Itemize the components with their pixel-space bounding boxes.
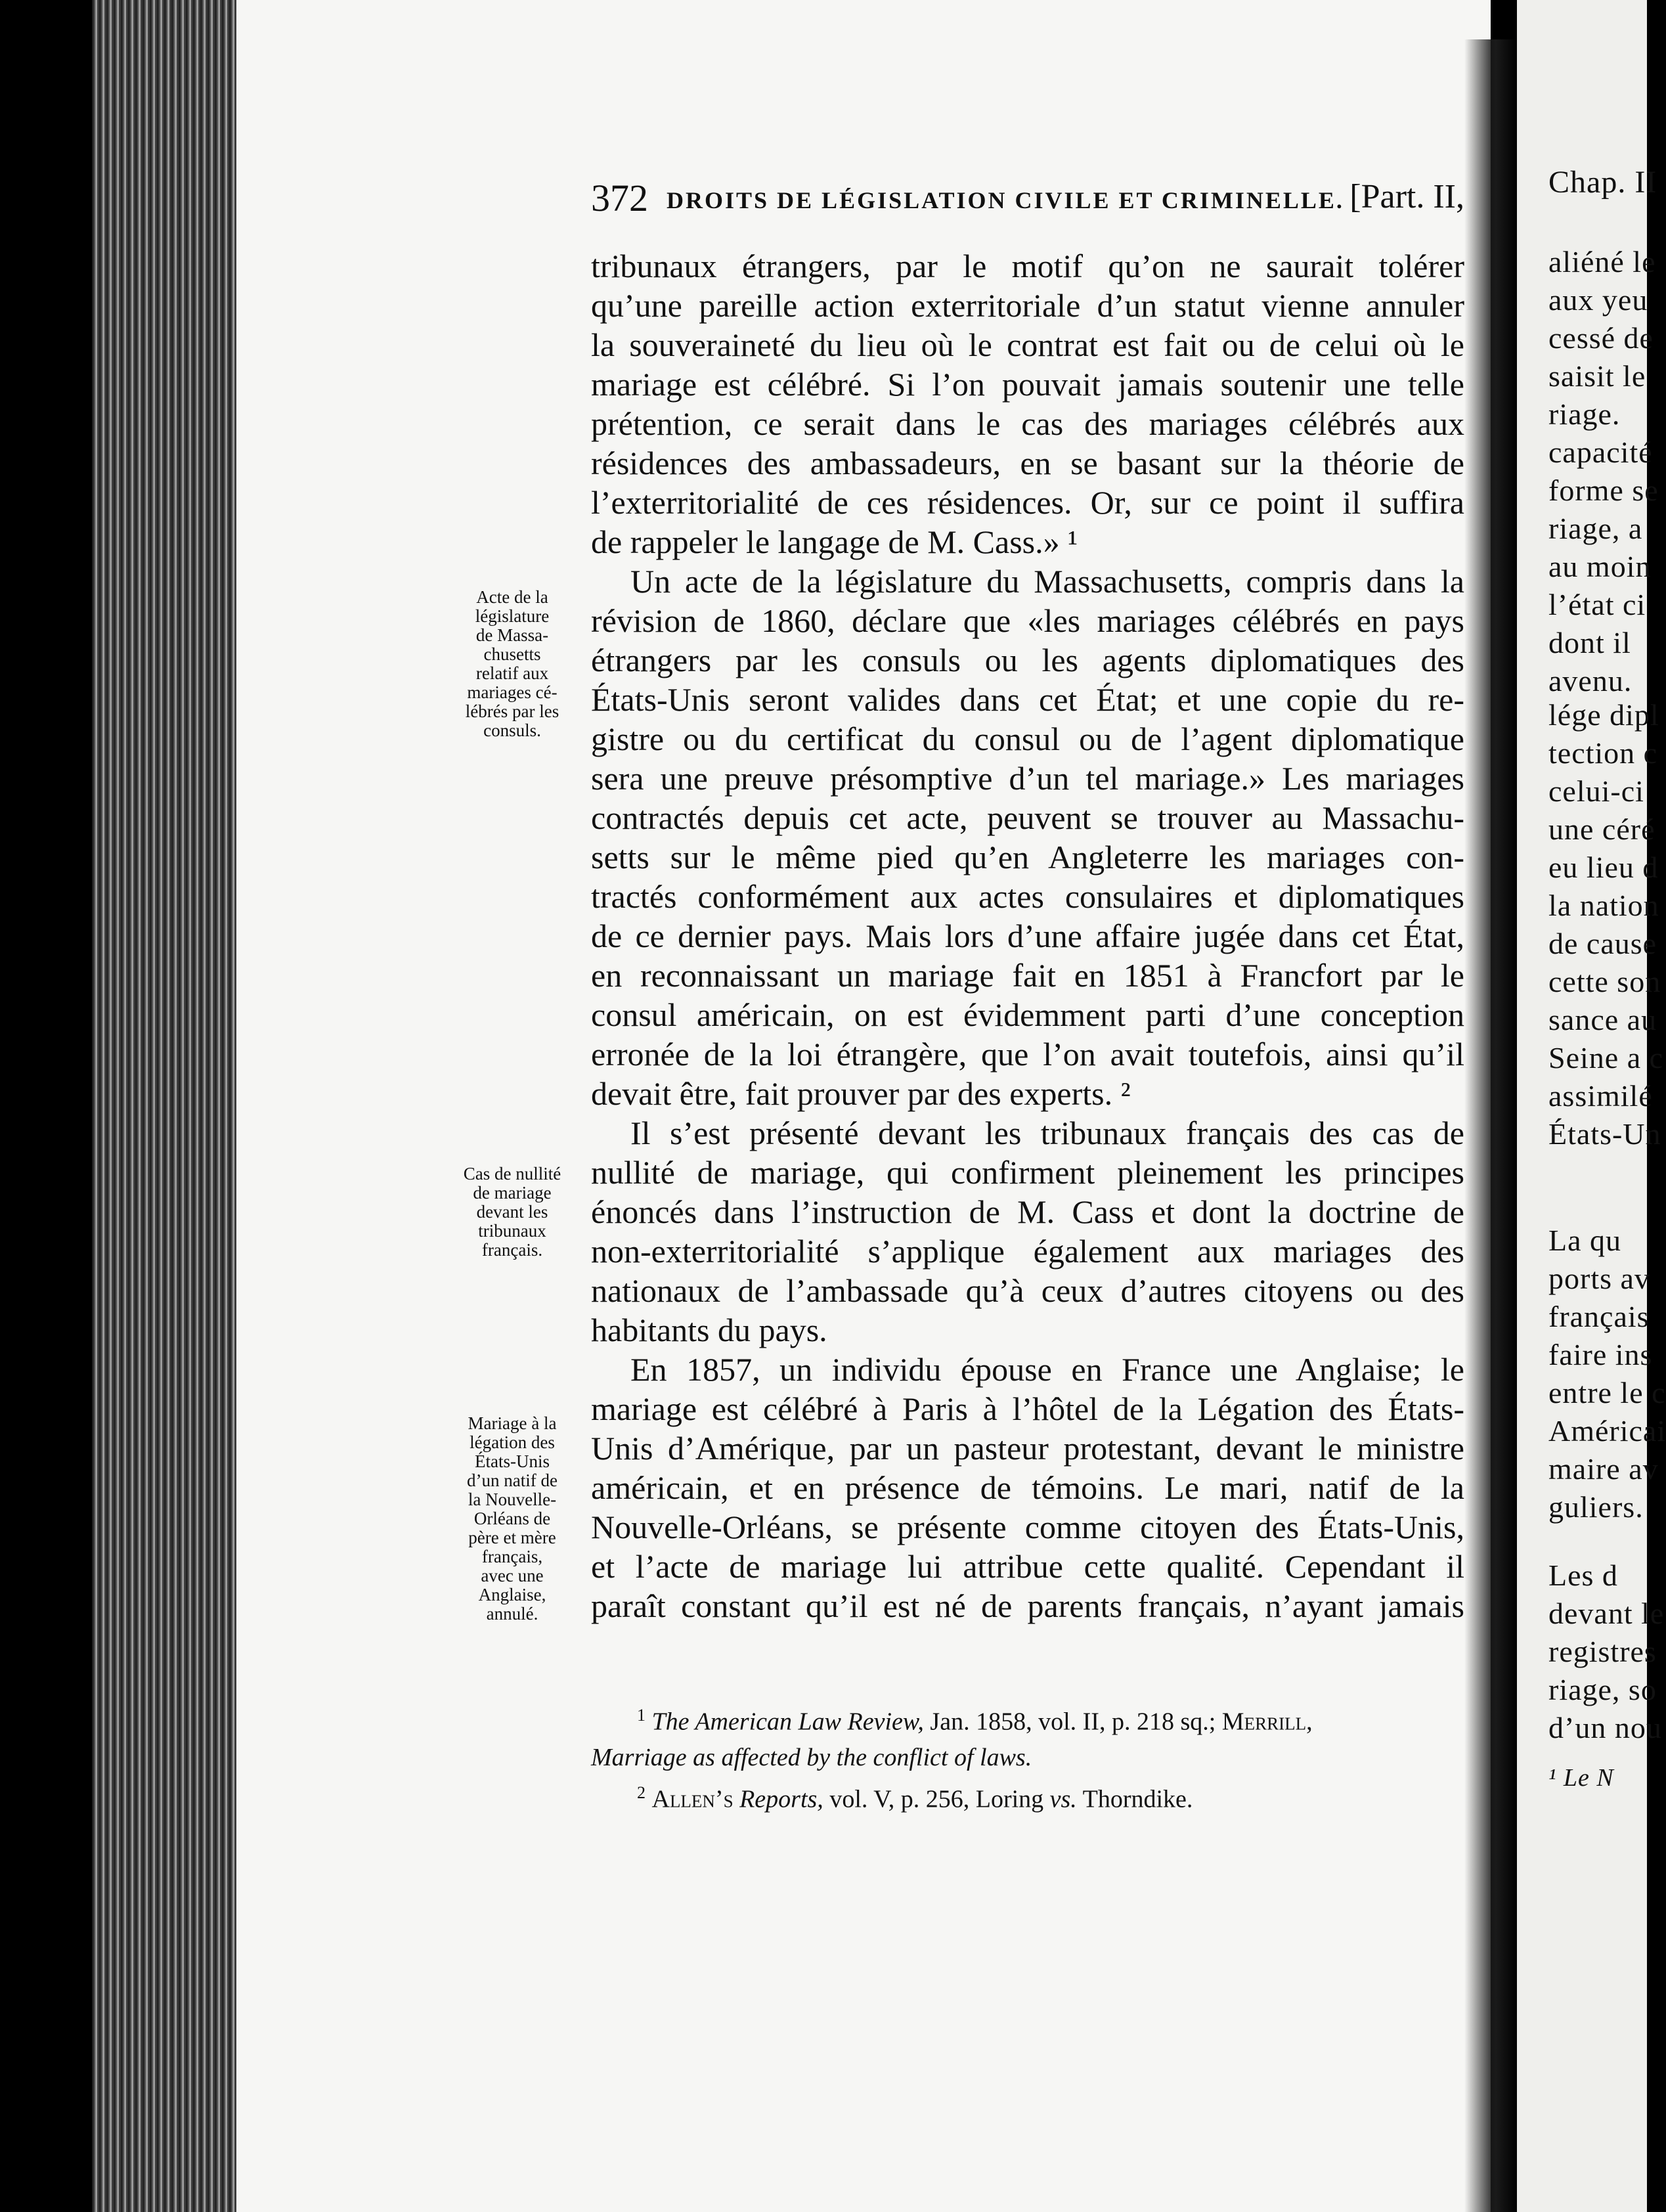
running-header [591, 176, 1464, 222]
margin-note-line: relatif aux [475, 663, 549, 683]
margin-note-line: de Massa- [475, 625, 549, 645]
facing-page-line: dont il [1548, 626, 1631, 659]
facing-page-line: de cause [1548, 927, 1657, 960]
margin-note-line: Cas de nullité [463, 1164, 561, 1183]
facing-page-line: guliers. [1548, 1490, 1644, 1524]
facing-page-line: assimilé [1548, 1079, 1653, 1113]
footnote-number: 1 [637, 1706, 646, 1725]
text-line: Nouvelle-Orléans, se présente comme citoyen des États-Unis, [591, 1509, 1464, 1545]
facing-page-line: ports av [1548, 1262, 1650, 1295]
facing-page-line: États-Un [1548, 1117, 1661, 1151]
text-line: consul américain, on est évidemment parti d’une conception [591, 996, 1464, 1033]
facing-page-line: riage, so [1548, 1673, 1657, 1706]
margin-note-line: lébrés par les [465, 701, 559, 721]
paragraph-start: Un acte de la législature du Massachusetts, compris dans la [630, 563, 1464, 600]
margin-note-line: Anglaise, [478, 1585, 546, 1604]
margin-note-line: Acte de la [476, 587, 548, 607]
margin-note-line: devant les [476, 1202, 548, 1222]
text-line: l’exterritorialité de ces résidences. Or, sur ce point il suffira [591, 484, 1464, 521]
facing-page-line: maire av [1548, 1452, 1659, 1486]
text-line: tribunaux étrangers, par le motif qu’on ne saurait tolérer [591, 248, 1464, 284]
facing-page-header: Chap. II [1548, 165, 1657, 200]
facing-page-line: d’un nou [1548, 1711, 1662, 1744]
facing-page-line: l’état ci [1548, 588, 1646, 621]
margin-note-line: de mariage [473, 1183, 552, 1203]
footnote-1-continued [591, 1740, 1464, 1775]
footnote-citation: Jan. 1858, vol. II, p. 218 sq.; [923, 1708, 1222, 1736]
text-line: américain, et en présence de témoins. Le mari, natif de la [591, 1469, 1464, 1506]
margin-note-line: la Nouvelle- [468, 1490, 557, 1509]
footnote-author: Merrill, [1221, 1708, 1313, 1736]
margin-note-line: annulé. [486, 1604, 538, 1624]
text-line: sera une preuve présomptive d’un tel mariage.» Les mariages [591, 760, 1464, 797]
paragraph-start: Il s’est présenté devant les tribunaux français des cas de [630, 1115, 1464, 1151]
text-line: Unis d’Amérique, par un pasteur protestant, devant le ministre [591, 1430, 1464, 1467]
text-line: erronée de la loi étrangère, que l’on avait toutefois, ainsi qu’il [591, 1036, 1464, 1073]
text-line: devait être, fait prouver par des experts. ² [591, 1075, 1131, 1112]
text-line: non-exterritorialité s’applique également aux mariages des [591, 1233, 1464, 1270]
facing-page-line: riage, a [1548, 512, 1643, 545]
facing-page-line: une céré [1548, 812, 1655, 846]
facing-page-line: cette son [1548, 965, 1661, 998]
margin-note-line: législature [475, 606, 550, 626]
margin-note-line: mariages cé- [467, 682, 558, 702]
running-title: DROITS DE LÉGISLATION CIVILE ET CRIMINELLE. [667, 187, 1344, 213]
text-line: États-Unis seront valides dans cet État; et une copie du re- [591, 681, 1464, 718]
facing-page-line: sance au [1548, 1003, 1657, 1036]
margin-note-line: légation des [470, 1432, 555, 1452]
text-line: révision de 1860, déclare que «les mariages célébrés en pays [591, 602, 1464, 639]
facing-page-line: La qu [1548, 1224, 1622, 1257]
facing-page-line: aliéné le [1548, 245, 1656, 278]
text-line: paraît constant qu’il est né de parents français, n’ayant jamais [591, 1587, 1464, 1624]
text-line: nullité de mariage, qui confirment pleinement les principes [591, 1154, 1464, 1191]
margin-note-line: Mariage à la [468, 1413, 557, 1433]
facing-page-line: capacité [1548, 435, 1653, 469]
footnote-journal: The American Law Review, [651, 1708, 924, 1736]
part-label: [Part. II, [1349, 178, 1464, 215]
margin-note-line: consuls. [483, 720, 541, 740]
footnote-book-title: Marriage as affected by the conflict of laws. [591, 1743, 1032, 1771]
margin-note-nullity-cases [440, 1164, 584, 1260]
book-gutter [1464, 39, 1517, 2212]
margin-note-line: tribunaux [478, 1221, 546, 1241]
text-line: qu’une pareille action exterritoriale d’un statut vienne annuler [591, 287, 1464, 324]
margin-note-line: d’un natif de [467, 1471, 558, 1490]
facing-page-line: forme se [1548, 474, 1659, 507]
margin-note-line: chusetts [483, 644, 541, 664]
text-line: énoncés dans l’instruction de M. Cass et dont la doctrine de [591, 1193, 1464, 1230]
footnotes [591, 1698, 1464, 1817]
text-line: tractés conformément aux actes consulaires et diplomatiques [591, 878, 1464, 915]
facing-page-line: eu lieu d [1548, 851, 1659, 884]
facing-page-line: avenu. [1548, 664, 1633, 697]
text-line: gistre ou du certificat du consul ou de l’agent diplomatique [591, 720, 1464, 757]
margin-note-line: français, [481, 1547, 543, 1566]
facing-page-line: la nation [1548, 889, 1659, 922]
text-line: et l’acte de mariage lui attribue cette qualité. Cependant il [591, 1548, 1464, 1585]
facing-page [1517, 0, 1666, 2212]
facing-page-line: devant le [1548, 1597, 1665, 1630]
text-line: nationaux de l’ambassade qu’à ceux d’autres citoyens ou des [591, 1272, 1464, 1309]
margin-note-legation-marriage [440, 1414, 584, 1624]
book-page-edges [92, 0, 250, 2212]
text-line: mariage est célébré. Si l’on pouvait jamais soutenir une telle [591, 366, 1464, 403]
facing-page-line: aux yeu [1548, 283, 1648, 317]
footnote-party: Thorndike. [1076, 1785, 1193, 1813]
facing-page-line: tection c [1548, 736, 1658, 770]
footnote-vs: vs. [1049, 1785, 1077, 1813]
facing-page-line: cessé de [1548, 321, 1654, 355]
main-text [591, 246, 1464, 1626]
margin-note-line: avec une [481, 1566, 544, 1585]
facing-page-line: Américai [1548, 1414, 1666, 1448]
footnote-reports: Reports, [733, 1785, 823, 1813]
facing-page-line: faire ins [1548, 1338, 1653, 1371]
footnote-2 [591, 1775, 1464, 1817]
facing-page-line: celui-ci [1548, 774, 1644, 808]
text-line: résidences des ambassadeurs, en se basant sur la théorie de [591, 445, 1464, 481]
facing-page-footnote: ¹ Le N [1548, 1764, 1614, 1792]
facing-page-line: Les d [1548, 1559, 1618, 1592]
text-line: prétention, ce serait dans le cas des mariages célébrés aux [591, 405, 1464, 442]
facing-page-line: Seine a c [1548, 1041, 1664, 1074]
facing-page-line: registres [1548, 1635, 1657, 1668]
text-line: mariage est célébré à Paris à l’hôtel de la Légation des États- [591, 1390, 1464, 1427]
text-line: la souveraineté du lieu où le contrat est fait ou de celui où le [591, 326, 1464, 363]
text-line: étrangers par les consuls ou les agents diplomatiques des [591, 642, 1464, 678]
facing-page-line: lége dipl [1548, 698, 1659, 732]
footnote-1 [591, 1698, 1464, 1740]
facing-page-line: français [1548, 1300, 1650, 1333]
margin-note-line: Orléans de [473, 1509, 551, 1528]
text-line: contractés depuis cet acte, peuvent se trouver au Massachu- [591, 799, 1464, 836]
paragraph-start: En 1857, un individu épouse en France une Anglaise; le [630, 1351, 1464, 1388]
margin-note-line: français. [481, 1240, 543, 1260]
text-line: de rappeler le langage de M. Cass.» ¹ [591, 523, 1078, 560]
margin-note-massachusetts-act [440, 588, 584, 740]
text-line: habitants du pays. [591, 1312, 827, 1348]
footnote-citation: vol. V, p. 256, Loring [823, 1785, 1050, 1813]
margin-note-line: États-Unis [475, 1451, 550, 1471]
facing-page-line: riage. [1548, 397, 1621, 431]
facing-page-line: saisit le [1548, 359, 1646, 393]
footnote-author: Allen’s [651, 1785, 734, 1813]
footnote-number: 2 [637, 1782, 646, 1802]
text-line: en reconnaissant un mariage fait en 1851 à Francfort par le [591, 957, 1464, 994]
page-number: 372 [591, 177, 648, 219]
margin-note-line: père et mère [468, 1528, 556, 1547]
facing-page-line: entre le c [1548, 1376, 1666, 1409]
text-line: setts sur le même pied qu’en Angleterre les mariages con- [591, 839, 1464, 875]
text-line: de ce dernier pays. Mais lors d’une affaire jugée dans cet État, [591, 918, 1464, 954]
facing-page-line: au moin [1548, 550, 1652, 583]
